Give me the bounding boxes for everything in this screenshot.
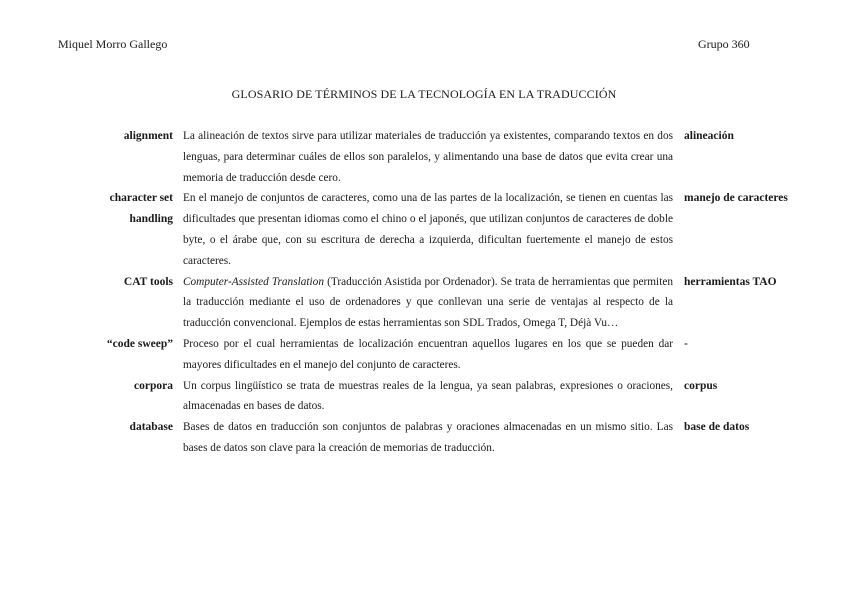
glossary-translation: - bbox=[684, 337, 688, 350]
glossary-definition-italic: Computer-Assisted Translation bbox=[183, 275, 324, 288]
glossary-translation: manejo de caracteres bbox=[684, 192, 788, 205]
glossary-entry bbox=[95, 376, 795, 418]
glossary-translation: alineación bbox=[684, 130, 734, 142]
glossary-definition: Proceso por el cual herramientas de localización encuentran aquellos lugares en los que se pueden dar mayores dificultades en el manejo del conjunto de caracteres. bbox=[183, 337, 673, 371]
glossary-translation: base de datos bbox=[684, 421, 750, 434]
glossary-entry bbox=[95, 334, 795, 376]
glossary-definition-text: (Traducción Asistida por Ordenador). Se trata de herramientas que permiten la traducción mediante el uso de ordenadores y que conllevan una serie de ventajas al respecto de la traducción convencional. Ejemplos de estas herramientas son SDL Trados, Omega T, Déjà Vu… bbox=[183, 275, 673, 330]
glossary-entry bbox=[95, 417, 795, 459]
glossary-entry bbox=[95, 126, 795, 188]
glossary-term: character set handling bbox=[109, 192, 173, 226]
glossary-term: database bbox=[129, 421, 173, 434]
glossary-entry bbox=[95, 272, 795, 334]
glossary-definition: En el manejo de conjuntos de caracteres, como una de las partes de la localización, se tienen en cuentas las dificultades que presentan idiomas como el chino o el japonés, que utilizan conjuntos de caracteres de doble byte, o el árabe que, con su escritura de derecha a izquierda, dificultan fuertemente el manejo de estos caracteres. bbox=[183, 192, 673, 267]
glossary-term: CAT tools bbox=[123, 275, 173, 288]
glossary-definition: Bases de datos en traducción son conjuntos de palabras y oraciones almacenadas en un mismo sitio. Las bases de datos son clave para la creación de memorias de traducción. bbox=[183, 421, 673, 454]
page-title: GLOSARIO DE TÉRMINOS DE LA TECNOLOGÍA EN LA TRADUCCIÓN bbox=[231, 87, 617, 101]
author-name: Miquel Morro Gallego bbox=[58, 37, 168, 51]
glossary-definition: La alineación de textos sirve para utilizar materiales de traducción ya existentes, comparando textos en dos lenguas, para determinar cuáles de ellos son paralelos, y alimentando una base de datos que evita crear una memoria de traducción desde cero. bbox=[183, 130, 673, 184]
glossary-translation: corpus bbox=[684, 379, 718, 392]
glossary-entry bbox=[95, 188, 795, 271]
group-label: Grupo 360 bbox=[698, 37, 750, 51]
glossary-translation: herramientas TAO bbox=[684, 275, 777, 288]
glossary-term: “code sweep” bbox=[106, 337, 173, 350]
glossary-table bbox=[95, 126, 795, 459]
glossary-term: corpora bbox=[134, 379, 173, 392]
glossary-definition bbox=[183, 272, 673, 334]
glossary-term: alignment bbox=[123, 130, 173, 142]
glossary-definition: Un corpus lingüístico se trata de muestras reales de la lengua, ya sean palabras, expresiones o oraciones, almacenadas en bases de datos. bbox=[183, 379, 673, 413]
